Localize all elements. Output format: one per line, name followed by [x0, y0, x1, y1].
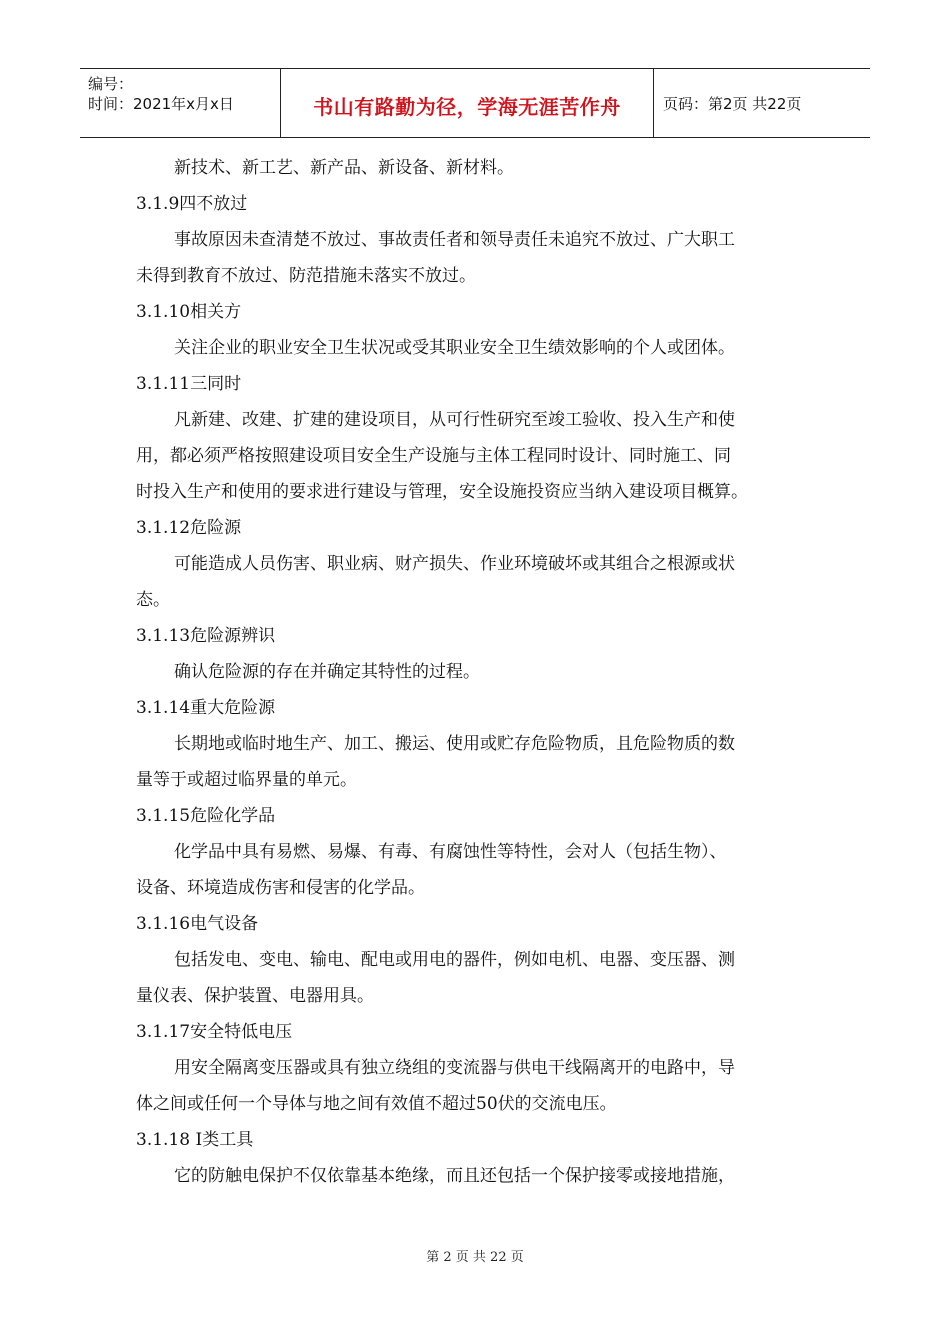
- paragraph-line: 量仪表、保护装置、电器用具。: [136, 986, 374, 1006]
- section-heading: 3.1.18 Ⅰ类工具: [136, 1130, 254, 1150]
- paragraph-line: 量等于或超过临界量的单元。: [136, 770, 357, 790]
- section-heading: 3.1.13危险源辨识: [136, 626, 276, 646]
- paragraph-line: 长期地或临时地生产、加工、搬运、使用或贮存危险物质，且危险物质的数: [174, 734, 735, 754]
- header-motto-cell: [280, 69, 654, 137]
- code-label: 编号：: [88, 75, 134, 93]
- section-heading: 3.1.9四不放过: [136, 194, 248, 214]
- paragraph-line: 用，都必须严格按照建设项目安全生产设施与主体工程同时设计、同时施工、同: [136, 446, 731, 466]
- section-heading: 3.1.12危险源: [136, 518, 242, 538]
- section-heading: 3.1.14重大危险源: [136, 698, 276, 718]
- paragraph-line: 态。: [136, 590, 170, 610]
- header-page-info: 页码：第2页 共22页: [663, 95, 802, 113]
- header-meta-cell: [80, 69, 280, 137]
- paragraph-line: 关注企业的职业安全卫生状况或受其职业安全卫生绩效影响的个人或团体。: [174, 338, 735, 358]
- paragraph-line: 化学品中具有易燃、易爆、有毒、有腐蚀性等特性，会对人（包括生物）、: [174, 842, 727, 862]
- paragraph-line: 可能造成人员伤害、职业病、财产损失、作业环境破坏或其组合之根源或状: [174, 554, 735, 574]
- paragraph-line: 用安全隔离变压器或具有独立绕组的变流器与供电干线隔离开的电路中，导: [174, 1058, 735, 1078]
- section-heading: 3.1.17安全特低电压: [136, 1022, 293, 1042]
- section-heading: 3.1.10相关方: [136, 302, 242, 322]
- paragraph-line: 它的防触电保护不仅依靠基本绝缘，而且还包括一个保护接零或接地措施，: [174, 1166, 735, 1186]
- header-page-cell: [653, 69, 870, 137]
- paragraph-line: 凡新建、改建、扩建的建设项目，从可行性研究至竣工验收、投入生产和使: [174, 410, 735, 430]
- time-label: 时间：2021年x月x日: [88, 95, 234, 113]
- section-heading: 3.1.11三同时: [136, 374, 242, 394]
- paragraph-line: 确认危险源的存在并确定其特性的过程。: [174, 662, 480, 682]
- paragraph-line: 包括发电、变电、输电、配电或用电的器件，例如电机、电器、变压器、测: [174, 950, 735, 970]
- paragraph-line: 体之间或任何一个导体与地之间有效值不超过50伏的交流电压。: [136, 1094, 617, 1114]
- header-motto: 书山有路勤为径，学海无涯苦作舟: [313, 95, 621, 119]
- page-header: [80, 68, 870, 138]
- paragraph-line: 时投入生产和使用的要求进行建设与管理，安全设施投资应当纳入建设项目概算。: [136, 482, 748, 502]
- section-heading: 3.1.16电气设备: [136, 914, 259, 934]
- paragraph-line: 新技术、新工艺、新产品、新设备、新材料。: [174, 158, 514, 178]
- page-footer: 第 2 页 共 22 页: [426, 1250, 524, 1265]
- paragraph-line: 事故原因未查清楚不放过、事故责任者和领导责任未追究不放过、广大职工: [174, 230, 735, 250]
- document-body: [136, 150, 816, 1194]
- paragraph-line: 设备、环境造成伤害和侵害的化学品。: [136, 878, 425, 898]
- section-heading: 3.1.15危险化学品: [136, 806, 276, 826]
- paragraph-line: 未得到教育不放过、防范措施未落实不放过。: [136, 266, 476, 286]
